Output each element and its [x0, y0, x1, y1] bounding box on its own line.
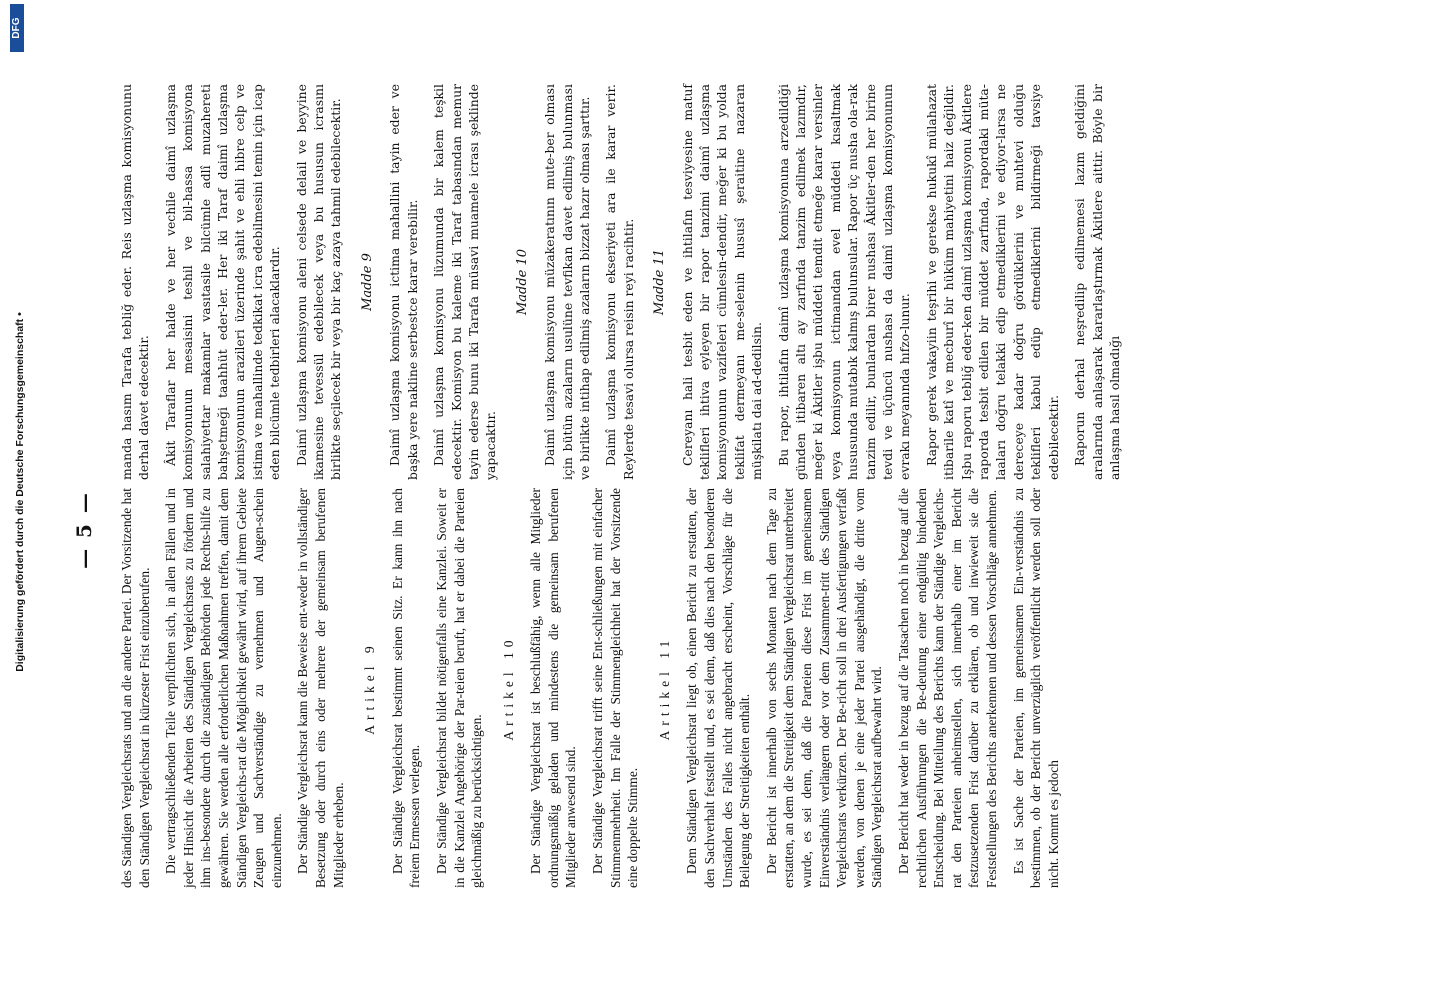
paragraph: Daimî uzlaşma komisyonu müzakeratının mute-ber olması için bütün azaların usulüne tevfikan davet edilmiş bulunması ve birlikte intihap edilmiş azaların bizzat hazır olması şarttır.: [542, 84, 592, 480]
paragraph: Daimî uzlaşma komisyonu aleni celsede delail ve beyyine ikamesine tevessül edebilecek veya bu hususun icrasını birlikte seçilecek bir veya bir kaç azaya tahmil edebilecektir.: [293, 84, 344, 480]
paragraph: Der Ständige Vergleichsrat trifft seine Ent-schließungen mit einfacher Stimmenmehrheit. Im Falle der Stimmengleichheit hat der Vorsitzende eine doppelte Stimme.: [590, 488, 641, 888]
paragraph: Der Ständige Vergleichsrat kann die Beweise ent-weder in vollständiger Besetzung oder durch eins oder mehrere der gemeinsam berufenen Mitglieder erheben.: [295, 488, 346, 888]
paragraph: Der Ständige Vergleichsrat ist beschlußfähig, wenn alle Mitglieder ordnungsmäßig geladen und mindestens die gemeinsam berufenen Mitglieder anwesend sind.: [528, 488, 579, 888]
article-heading: Artikel 9: [362, 641, 378, 735]
paragraph: manda hasım Tarafa tebliğ eder. Reis uzlaşma komisyonunu derhal davet edecektir.: [119, 84, 152, 480]
paragraph: Raporun derhal neşredilip edilmemesi lazım geldiğini aralarında anlaşarak kararlaştırmak Âkitlere aittir. Böyle bir anlaşma hasıl olmadığı: [1072, 84, 1122, 480]
paragraph: Dem Ständigen Vergleichsrat liegt ob, einen Bericht zu erstatten, der den Sachverhalt feststellt und, es sei denn, daß dies nach den besonderen Umständen des Falles nicht angebracht erscheint, Vorschläge für die Beilegung der Streitigkeiten enthält.: [684, 488, 753, 888]
paragraph: Cereyanı hali tesbit eden ve ihtilafın tesviyesine matuf teklifleri ihtiva eyleyen bir rapor tanzimi daimî uzlaşma komisyonunun vazifeleri cümlesin-dendir, meğer ki bu yolda teklifat dermeyanı me-selenin hususî şeraitine nazaran müşkilatı dai ad-dedilsin.: [679, 84, 765, 480]
article-heading: Madde 10: [514, 248, 530, 316]
paragraph: Bu rapor, ihtilafın daimî uzlaşma komisyonuna arzedildiği günden itibaren altı ay zarfında tanzim edilmek lazımdır, meğer ki Âkitler işbu müddeti temdit etmeğe karar versinler veya komisyonun ictimaından evel müddeti kısaltmak hususunda mutabık kalmış bulunsular. Rapor üç nusha ola-rak tanzim edilir, bunlardan birer nushası Âkitler-den her birine tevdi ve üçüncü nushası da daimî uzlaşma komisyonunun evrakı meyanında hıfzo-lunur.: [775, 84, 913, 480]
paragraph: Der Ständige Vergleichsrat bestimmt seinen Sitz. Er kann ihn nach freiem Ermessen verlegen.: [389, 488, 423, 888]
paragraph: Rapor gerek vakayiin teşrihi ve gerekse hukukî mülahazat itibarile katî ve mecburî bir hüküm mahiyetini haiz değildir. Işbu raporu tebliğ eder-ken daimî uzlaşma komisyonu Âkitlere raporda tesbit edilen bir müddet zarfında, rapordaki müta-laaları doğru telakki edip etmediklerini ve ediyor-larsa ne dereceye kadar doğru gördüklerini ve muhtevi olduğu teklifleri kabul edüp etmediklerini bildirmeği tavsiye edebilecektir.: [923, 84, 1061, 480]
dfg-logo: DFG: [10, 4, 24, 52]
paragraph: des Ständigen Vergleichsrats und an die andere Partei. Der Vorsitzende hat den Ständigen Vergleichsrat in kürzester Frist einzuberufen.: [119, 488, 152, 888]
paragraph: Die vertragschließenden Teile verpflichten sich, in allen Fällen und in jeder Hinsicht die Arbeiten des Ständigen Vergleichsrats zu fördern und ihm ins-besondere durch die zuständigen Behörden jede Rechts-hilfe zu gewähren. Sie werden alle erforderlichen Maßnahmen treffen, damit dem Ständigen Vergleichs-rat die Möglichkeit gewährt wird, auf ihrem Gebiete Zeugen und Sachverständige zu vernehmen und Augen-schein einzunehmen.: [163, 488, 284, 888]
paragraph: Âkit Taraflar her halde ve her vechile daimî uzlaşma komisyonunun mesaisini teshil ve bil-hassa komisyona salahiyettar makamlar vasıtasile bilcümle adlî muzahereti bahşetmeği taahhüt eder-ler. Her iki Taraf daimî uzlaşma komisyonunun arazileri üzerinde şahit ve ehli hibre celp ve istima ve mahallinde tedkikat icra edebilmesini temin için icap eden bilcümle tedbirleri alacaklardır.: [162, 84, 283, 480]
paragraph: Daimî uzlaşma komisyonu ekseriyeti ara ile karar verir. Reylerde tesavi olursa reisin reyi racihtir.: [603, 84, 636, 480]
german-column: [118, 488, 1071, 888]
digitization-note: Digitalisierung gefördert durch die Deutsche Forschungsgemeinschaft •: [14, 312, 26, 672]
article-heading: Madde 9: [359, 253, 375, 311]
page-number: — 5 —: [72, 491, 96, 569]
article-heading: Artikel 11: [656, 635, 672, 741]
article-heading: Artikel 10: [500, 635, 516, 741]
paragraph: Der Bericht ist innerhalb von sechs Monaten nach dem Tage zu erstatten, an dem die Streitigkeit dem Ständigen Vergleichsrat unterbreitet wurde, es sei denn, daß die Parteien diese Frist im gemeinsamen Einverständnis verlängern oder vor dem Zusammen-tritt des Ständigen Vergleichsrats verkürzen. Der Be-richt soll in drei Ausfertigungen verfaßt werden, von denen je eine jeder Partei ausgehändigt, die dritte vom Ständigen Vergleichsrat aufbewahrt wird.: [763, 488, 885, 888]
paragraph: Der Ständige Vergleichsrat bildet nötigenfalls eine Kanzlei. Soweit er in die Kanzlei Angehörige der Par-teien beruft, hat er dabei die Parteien gleichmäßig zu berücksichtigen.: [433, 488, 485, 888]
paragraph: Der Bericht hat weder in bezug auf die Tatsachen noch in bezug auf die rechtlichen Ausführungen die Be-deutung einer endgültig bindenden Entscheidung. Bei Mitteilung des Berichts kann der Ständige Vergleichs-rat den Parteien anheimstellen, sich innerhalb einer im Bericht festzusetzenden Frist darüber zu erklären, ob und inwieweit sie die Feststellungen des Berichts anerkennen und dessen Vorschläge annehmen.: [895, 488, 999, 888]
paragraph: Es ist Sache der Parteien, im gemeinsamen Ein-verständnis zu bestimmen, ob der Bericht unverzüglich veröffentlicht werden soll oder nicht. Kommt es jedoch: [1010, 488, 1061, 888]
paragraph: Daimî uzlaşma komisyonu ictima mahallini tayin eder ve başka yere nakline serbestce karar verebilir.: [387, 84, 420, 480]
turkish-column: [118, 84, 1132, 480]
article-heading: Madde 11: [652, 248, 668, 316]
paragraph: Daimî uzlaşma komisyonu lüzumunda bir kalem teşkil edecektir. Komisyon bu kaleme iki Taraf tabasından memur tayin ederse bunu iki Tarafa müsavi muamele icrası şeklinde yapacaktır.: [431, 84, 499, 480]
